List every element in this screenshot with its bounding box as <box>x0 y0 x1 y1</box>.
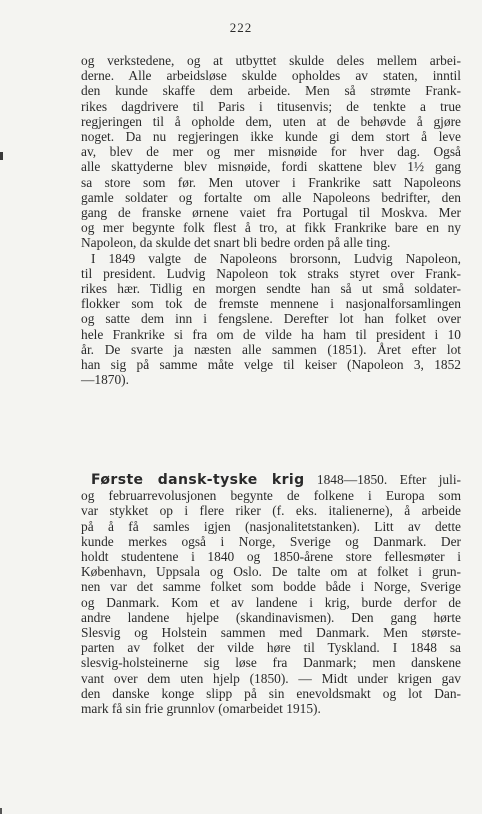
text-line: og mer begynte folk flest å tro, at fikk Frankrike bare en ny <box>81 220 461 236</box>
text-line: på å få samles igjen (nasjonalitetstanken). Litt av dette <box>81 518 461 534</box>
text-line: var stykket op i flere riker (f. eks. italienerne), å arbeide <box>81 503 461 519</box>
text-line: av, blev de mer og mer misnøide for hver dag. Også <box>81 144 461 160</box>
text-line: sa store som før. Men utover i Frankrike satt Napoleons <box>81 174 461 190</box>
page-number: 222 <box>229 20 253 35</box>
text-line: til president. Ludvig Napoleon tok straks styret over Frank- <box>81 265 461 281</box>
text-line: år. De svarte ja næsten alle sammen (1851). Året efter lot <box>81 341 461 357</box>
text-line: København, Uppsala og Oslo. De talte om at folket i grun- <box>81 564 461 580</box>
text-section-danish-german-war <box>81 472 461 716</box>
text-section-napoleon <box>81 53 461 387</box>
text-line: og februarrevolusjonen begynte de folkene i Europa som <box>81 488 461 504</box>
text-line: Napoleon, da skulde det snart bli bedre orden på alle ting. <box>81 235 391 251</box>
text-line: Slesvig og Holstein sammen med Danmark. Men største- <box>81 625 461 641</box>
text-line: og Danmark. Kom et av landene i krig, burde derfor de <box>81 594 461 610</box>
text-line: derne. Alle arbeidsløse skulde opholdes av staten, inntil <box>81 68 461 84</box>
text-line: parten av folket der vilde høre til Tyskland. I 1848 sa <box>81 640 461 656</box>
text-line: —1870). <box>81 372 129 388</box>
text-line: den danske konge slipp på sin enevoldsmakt og lot Dan- <box>81 685 461 701</box>
text-line: gang de franske ørnene vaiet fra Portugal til Moskva. Mer <box>81 205 461 221</box>
text-line: hele Frankrike si fra om de vilde ha ham til president i 10 <box>81 326 461 342</box>
text-line: rikes dagdrivere til Paris i titusenvis; de tenkte a true <box>81 98 461 114</box>
text-line: mark få sin frie grunnlov (omarbeidet 1915). <box>81 701 321 717</box>
text-line: noget. Da nu regjeringen ikke kunde gi dem stort å leve <box>81 129 461 145</box>
text-line: flokker som tok de fremste mennene i nasjonalforsamlingen <box>81 296 461 312</box>
text-line: gamle soldater og fortalte om alle Napoleons bedrifter, den <box>81 189 461 205</box>
text-line: nen var det samme folket som bodde både i Norge, Sverige <box>81 579 461 595</box>
margin-mark <box>0 808 2 814</box>
text-line: og satte dem inn i fengslene. Derefter lot han folket over <box>81 311 461 327</box>
text-line: 1848—1850. Efter juli- <box>316 472 462 487</box>
text-line: kunde merkes også i Norge, Sverige og Danmark. Der <box>81 533 461 549</box>
section-heading: Første dansk-tyske krig <box>91 472 305 488</box>
text-line: rikes hær. Tidlig en morgen sendte han så ut små soldater- <box>81 281 461 297</box>
text-line: regjeringen til å opholde dem, uten at de behøvde å gjøre <box>81 113 461 129</box>
text-line: han sig på samme måte velge til keiser (Napoleon 3, 1852 <box>81 357 461 373</box>
text-line: alle skattyderne blev misnøide, fordi skattene blev 1½ gang <box>81 159 461 175</box>
margin-mark <box>0 152 3 160</box>
text-line: I 1849 valgte de Napoleons brorsonn, Ludvig Napoleon, <box>91 250 461 266</box>
text-line: den kunde skaffe dem arbeide. Men så strømte Frank- <box>81 83 461 99</box>
text-line: og verkstedene, og at utbyttet skulde deles mellem arbei- <box>81 53 461 68</box>
text-line: andre landene hjelpe (skandinavismen). Den gang hørte <box>81 609 461 625</box>
text-line: vant over dem uten hjelp (1850). — Midt under krigen gav <box>81 670 461 686</box>
heading-line <box>81 472 461 488</box>
text-line: holdt studentene i 1840 og 1850-årene store fellesmøter i <box>81 549 461 565</box>
text-line: slesvig-holsteinerne sig løse fra Danmark; men danskene <box>81 655 461 671</box>
